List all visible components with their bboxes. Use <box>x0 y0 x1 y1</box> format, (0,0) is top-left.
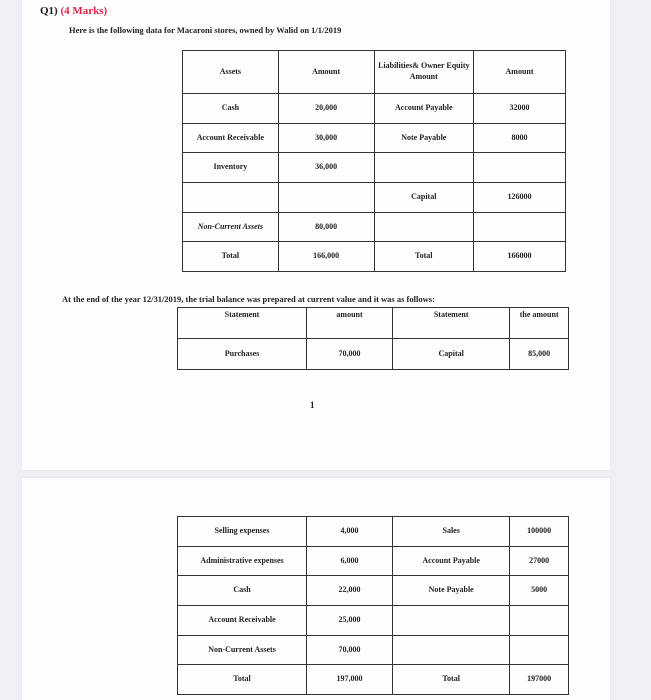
table-header-row <box>178 308 569 339</box>
table-cell: 27000 <box>510 546 569 576</box>
table-cell: Total <box>178 665 307 695</box>
header-cell: Assets <box>183 51 279 94</box>
table-cell: Capital <box>374 183 474 213</box>
table-cell: Purchases <box>178 339 307 370</box>
intro-text: Here is the following data for Macaroni stores, owned by Walid on 1/1/2019 <box>69 25 342 35</box>
table-cell: 8000 <box>474 123 566 153</box>
table-cell <box>278 183 374 213</box>
table-cell: Total <box>374 242 474 272</box>
opening-balance-table <box>182 50 566 272</box>
header-cell: Amount <box>474 51 566 94</box>
table-cell: 197,000 <box>307 665 393 695</box>
header-cell: the amount <box>510 308 569 339</box>
table-cell: Administrative expenses <box>178 546 307 576</box>
table-cell <box>393 606 510 636</box>
table-cell <box>374 153 474 183</box>
table-cell <box>510 635 569 665</box>
table-row <box>183 94 566 124</box>
table-cell <box>183 183 279 213</box>
table-row <box>178 635 569 665</box>
table-cell: Cash <box>178 576 307 606</box>
page-number: 1 <box>310 400 315 410</box>
table-cell: 166000 <box>474 242 566 272</box>
question-number: Q1) <box>40 5 58 17</box>
table-cell <box>393 635 510 665</box>
table-cell: Total <box>393 665 510 695</box>
table-cell: 80,000 <box>278 212 374 242</box>
table-cell: Inventory <box>183 153 279 183</box>
page-1 <box>22 0 610 470</box>
table-cell: 5000 <box>510 576 569 606</box>
table-row <box>183 212 566 242</box>
table-cell <box>474 212 566 242</box>
header-cell: Liabilities& Owner Equity Amount <box>374 51 474 94</box>
table-cell: 30,000 <box>278 123 374 153</box>
header-cell: Amount <box>278 51 374 94</box>
table-cell: 85,000 <box>510 339 569 370</box>
table-cell: Selling expenses <box>178 517 307 547</box>
table-row <box>178 606 569 636</box>
table-cell: Non-Current Assets <box>183 212 279 242</box>
table-row <box>178 517 569 547</box>
page-2 <box>22 478 610 700</box>
table-cell: Sales <box>393 517 510 547</box>
table-cell: Capital <box>393 339 510 370</box>
table-cell: 197000 <box>510 665 569 695</box>
table-cell: Account Payable <box>374 94 474 124</box>
question-marks: (4 Marks) <box>60 5 108 17</box>
table-cell: 4,000 <box>307 517 393 547</box>
table-row <box>183 183 566 213</box>
question-heading <box>40 5 107 17</box>
table-cell: Note Payable <box>393 576 510 606</box>
table-cell: 166,000 <box>278 242 374 272</box>
trial-balance-table-part-1 <box>177 307 569 370</box>
header-cell: Statement <box>178 308 307 339</box>
table-cell: 6,000 <box>307 546 393 576</box>
table-cell: 70,000 <box>307 635 393 665</box>
trial-balance-intro: At the end of the year 12/31/2019, the trial balance was prepared at current value and it was as follows: <box>62 294 435 304</box>
table-cell <box>374 212 474 242</box>
table-cell: Cash <box>183 94 279 124</box>
header-cell: amount <box>307 308 393 339</box>
table-cell: Account Receivable <box>178 606 307 636</box>
table-cell: 20,000 <box>278 94 374 124</box>
table-cell: Note Payable <box>374 123 474 153</box>
table-cell: Account Receivable <box>183 123 279 153</box>
table-cell: 25,000 <box>307 606 393 636</box>
table-cell: 36,000 <box>278 153 374 183</box>
table-row <box>183 242 566 272</box>
table-cell <box>510 606 569 636</box>
table-cell: 32000 <box>474 94 566 124</box>
table-cell: Total <box>183 242 279 272</box>
table-row <box>183 123 566 153</box>
table-cell: 70,000 <box>307 339 393 370</box>
table-cell: 100000 <box>510 517 569 547</box>
table-cell <box>474 153 566 183</box>
header-cell: Statement <box>393 308 510 339</box>
table-row <box>178 665 569 695</box>
table-cell: 126000 <box>474 183 566 213</box>
table-row <box>178 546 569 576</box>
trial-balance-table-part-2 <box>177 516 569 695</box>
table-cell: 22,000 <box>307 576 393 606</box>
table-header-row <box>183 51 566 94</box>
table-row <box>178 339 569 370</box>
table-row <box>183 153 566 183</box>
table-cell: Non-Current Assets <box>178 635 307 665</box>
table-row <box>178 576 569 606</box>
table-cell: Account Payable <box>393 546 510 576</box>
